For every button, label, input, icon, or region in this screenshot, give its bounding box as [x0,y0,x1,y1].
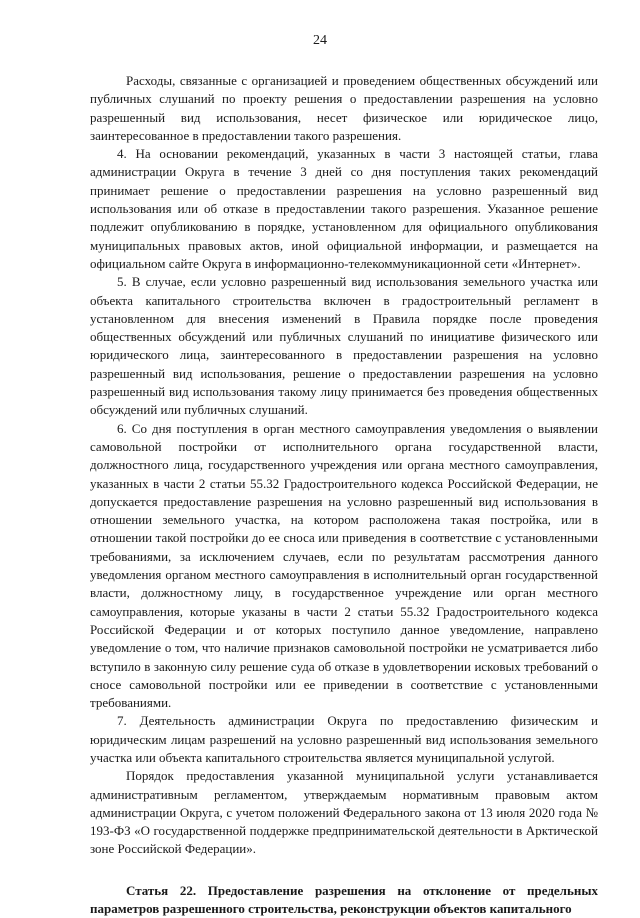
paragraph-service-procedure: Порядок предоставления указанной муниципальной услуги устанавливается административным регламентом, утверждаемым нормативным правовым актом администрации Округа, с учетом положений Федерального закона от 13 июля 2020 года № 193-ФЗ «О государственной поддержке предпринимательской деятельности в Арктической зоне Российской Федерации». [90,768,598,857]
paragraph-expenses: Расходы, связанные с организацией и проведением общественных обсуждений или публичных слушаний по проекту решения о предоставлении разрешения на условно разрешенный вид использования, несет физическое или юридическое лицо, заинтересованное в предоставлении такого разрешения. [90,73,598,143]
page-number: 24 [313,33,327,48]
article-heading: Статья 22. Предоставление разрешения на отклонение от предельных параметров разрешенного строительства, реконструкции объектов капитального [90,882,598,917]
paragraph-item-5: 5. В случае, если условно разрешенный вид использования земельного участка или объекта капитального строительства включен в градостроительный регламент в установленном для внесения изменений в Правила порядке после проведения общественных обсуждений или публичных слушаний по инициативе физического или юридического лица, заинтересованного в предоставлении разрешения на условно разрешенный вид использования, решение о предоставлении разрешения на условно разрешенный вид использования такому лицу принимается без проведения общественных обсуждений или публичных слушаний. [90,274,598,418]
paragraph-item-6: 6. Со дня поступления в орган местного самоуправления уведомления о выявлении самовольной постройки от исполнительного органа государственной власти, должностного лица, государственного учреждения или органа местного самоуправления, указанных в части 2 статьи 55.32 Градостроительного кодекса Российской Федерации, не допускается предоставление разрешения на условно разрешенный вид использования в отношении земельного участка, на котором расположена такая постройка, или в отношении такой постройки до ее сноса или приведения в соответствие с установленными требованиями, за исключением случаев, если по результатам рассмотрения данного уведомления органом местного самоуправления в исполнительный орган государственной власти, должностному лицу, в государственное учреждение или орган местного самоуправления, которые указаны в части 2 статьи 55.32 Градостроительного кодекса Российской Федерации и от которых поступило данное уведомление, направлено уведомление о том, что наличие признаков самовольной постройки не усматривается либо вступило в законную силу решение суда об отказе в удовлетворении исковых требований о сносе самовольной постройки или ее приведении в соответствие с установленными требованиями. [90,420,598,711]
paragraph-item-4: 4. На основании рекомендаций, указанных в части 3 настоящей статьи, глава администрации Округа в течение 3 дней со дня поступления таких рекомендаций принимает решение о предоставлении разрешения на условно разрешенный вид использования или об отказе в предоставлении такого разрешения. Указанное решение подлежит опубликованию в порядке, установленном для официального опубликования муниципальных правовых актов, иной официальной информации, и размещается на официальном сайте Округа в информационно-телекоммуникационной сети «Интернет». [90,146,598,271]
document-body [90,72,598,918]
paragraph-item-7: 7. Деятельность администрации Округа по предоставлению физическим и юридическим лицам разрешений на условно разрешенный вид использования земельного участка или объекта капитального строительства является муниципальной услугой. [90,713,598,765]
